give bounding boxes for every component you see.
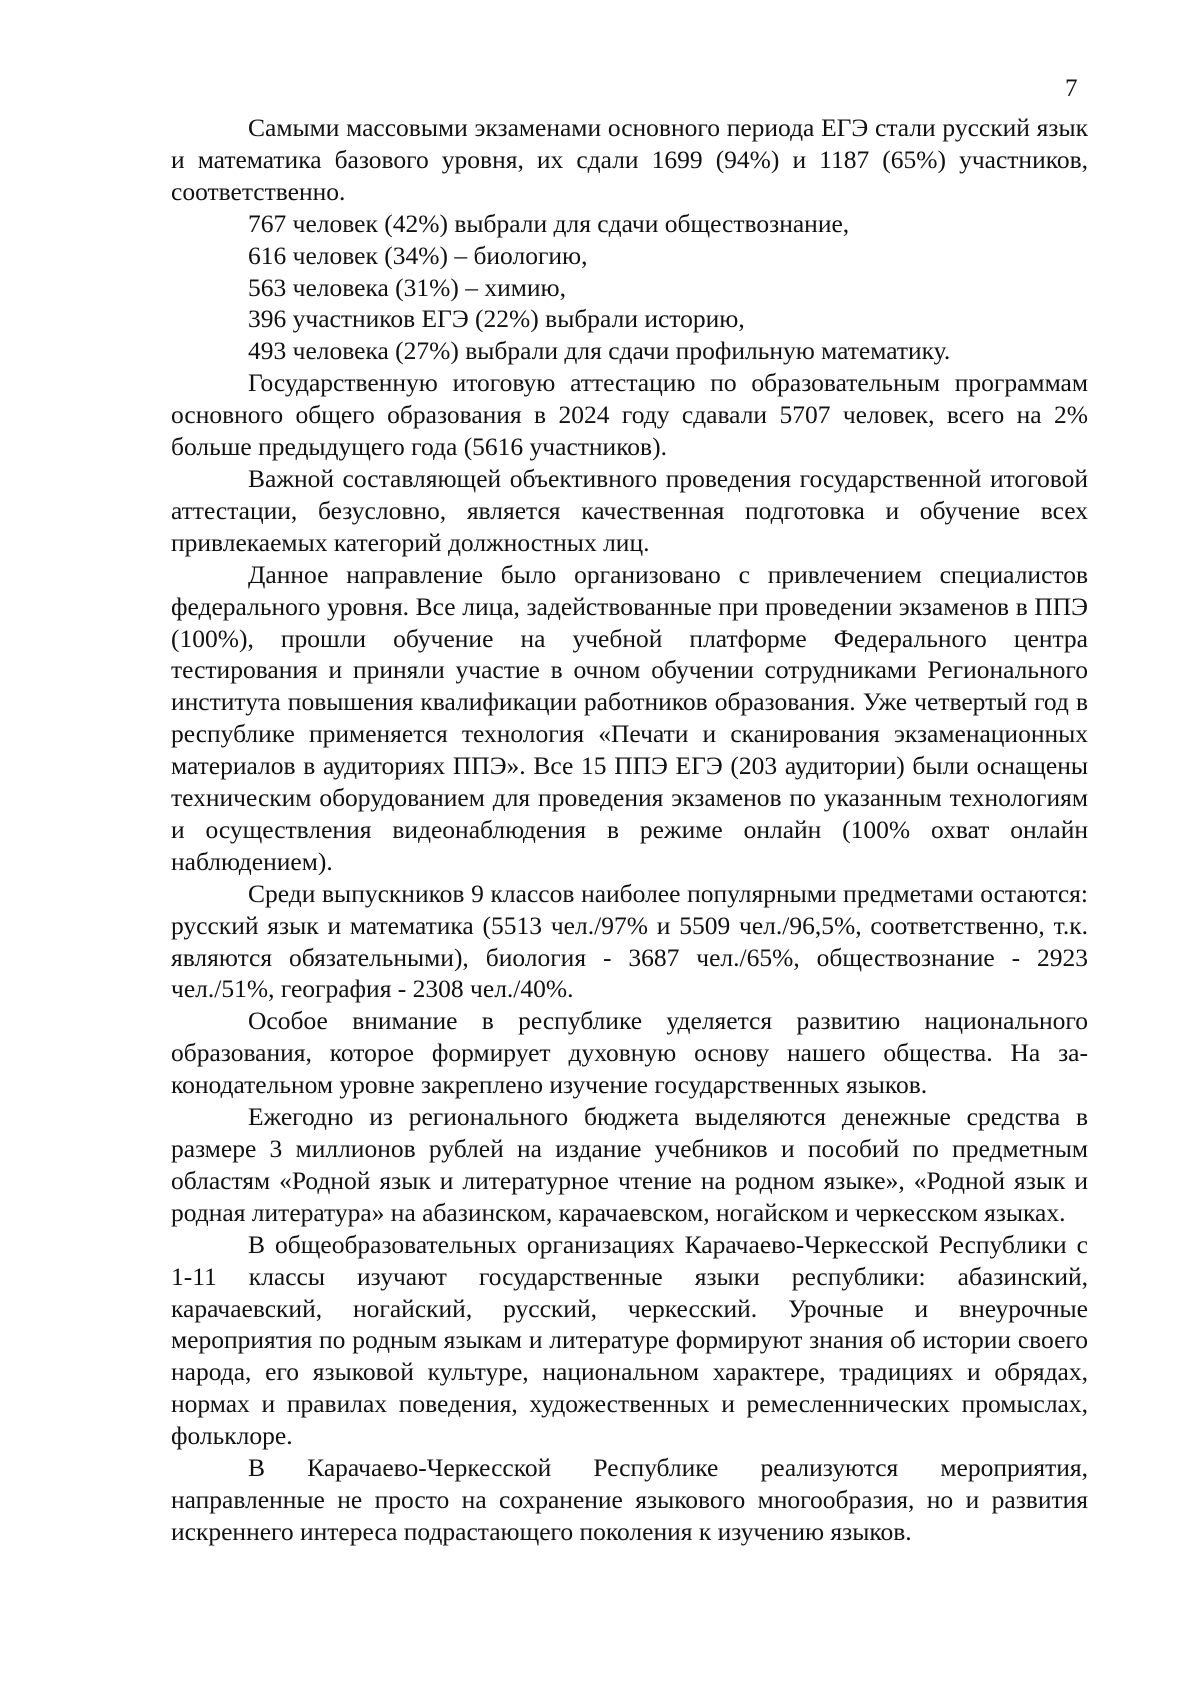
paragraph-gia-2024: Государственную итоговую аттестацию по образовательным программам основного общего образования в 2024 году сдавали 5707 человек, всего на 2% больше предыдущего года (5616 участников).: [171, 368, 1088, 462]
document-body: [171, 112, 1088, 1548]
paragraph-ege-mass-exams: Самыми массовыми экзаменами основного периода ЕГЭ стали русский язык и математика базового уровня, их сдали 1699 (94%) и 1187 (65%) участников, соответственно.: [171, 113, 1088, 206]
list-line-profile-math: 493 человека (27%) выбрали для сдачи профильную математику.: [248, 336, 951, 366]
paragraph-grade9-subjects: Среди выпускников 9 классов наиболее популярными предметами остаются: русский язык и математика (5513 чел./97% и 5509 чел./96,5%, соответственно, т.к. являются обязательными), биология - 3687 чел./65%, обществознание - 2923 чел./51%, география - 2308 чел./40%.: [171, 878, 1088, 1004]
list-line-biology: 616 человек (34%) – биологию,: [248, 240, 588, 270]
list-line-chemistry: 563 человека (31%) – химию,: [248, 272, 566, 302]
list-line-history: 396 участников ЕГЭ (22%) выбрали историю,: [248, 304, 745, 334]
paragraph-language-diversity: В Карачаево-Черкесской Республике реализуются мероприятия, направленные не просто на сохранение языкового многообразия, но и развития искреннего интереса подрастающего поколения к изучению языков.: [171, 1453, 1088, 1546]
paragraph-training-importance: Важной составляющей объективного проведения государственной итоговой аттестации, безусловно, является качественная подготовка и обучение всех привлекаемых категорий должностных лиц.: [171, 463, 1088, 557]
page-number: 7: [1065, 75, 1078, 102]
paragraph-national-education: Особое внимание в республике уделяется развитию национального образования, которое формирует духовную основу нашего общества. На законодательном уровне закреплено изучение государственных языков.: [171, 1006, 1088, 1100]
paragraph-budget-textbooks: Ежегодно из регионального бюджета выделяются денежные средства в размере 3 миллионов рублей на издание учебников и пособий по предметным областям «Родной язык и литературное чтение на родном языке», «Родной язык и родная литература» на абазинском, карачаевском, ногайском и черкесском языках.: [171, 1102, 1088, 1227]
list-line-social-studies: 767 человек (42%) выбрали для сдачи обществознание,: [248, 208, 850, 238]
paragraph-federal-specialists: Данное направление было организовано с привлечением специалистов федерального уровня. Все лица, задействованные при проведении экзаменов в ППЭ (100%), прошли обучение на учебной платформе Федерального центра тестирования и приняли участие в очном обучении сотрудниками Регионального института повышения квалификации работников образования. Уже четвертый год в республике применяется технология «Печати и сканирования экзаменационных материалов в аудиториях ППЭ». Все 15 ППЭ ЕГЭ (203 аудитории) были оснащены техническим оборудованием для проведения экзаменов по указанным технологиям и осуществления видеонаблюдения в режиме онлайн (100% охват онлайн наблюдением).: [171, 559, 1088, 876]
paragraph-state-languages: В общеобразовательных организациях Карачаево-Черкесской Республики с 1-11 классы изучают государственные языки республики: абазинский, карачаевский, ногайский, русский, черкесский. Урочные и внеурочные мероприятия по родным языкам и литературе формируют знания об истории своего народа, его языковой культуре, национальном характере, традициях и обрядах, нормах и правилах поведения, художественных и ремесленнических промыслах, фольклоре.: [171, 1229, 1088, 1451]
